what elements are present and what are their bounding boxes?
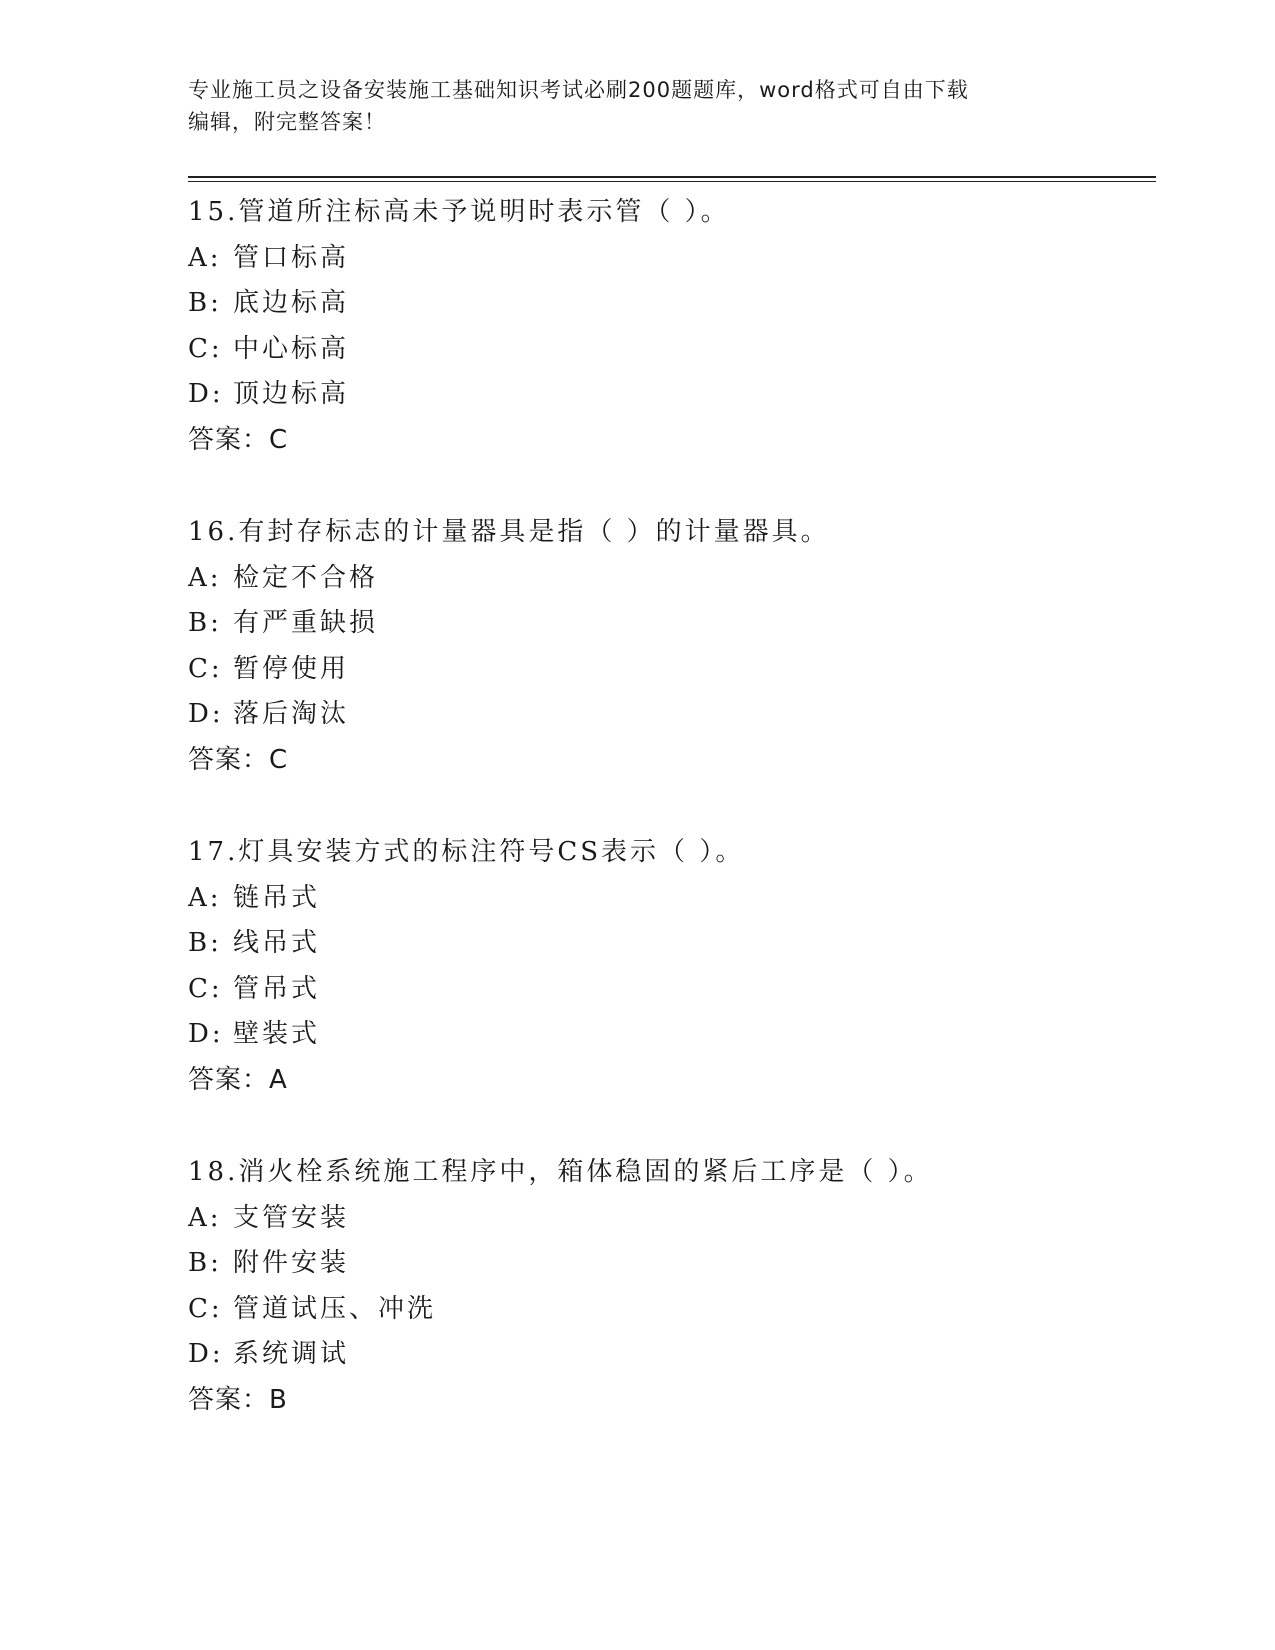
option-d bbox=[188, 1012, 1156, 1058]
question-18 bbox=[188, 1150, 1156, 1470]
question-16 bbox=[188, 510, 1156, 830]
answer: 答案：C bbox=[188, 744, 289, 775]
option-text: 管吊式 bbox=[233, 973, 321, 1004]
option-letter: C: bbox=[188, 973, 223, 1004]
question-stem: 15.管道所注标高未予说明时表示管（ ）。 bbox=[188, 197, 730, 227]
option-a bbox=[188, 556, 1156, 602]
option-text: 顶边标高 bbox=[233, 379, 350, 410]
answer: 答案：A bbox=[188, 1064, 288, 1095]
option-a bbox=[188, 1196, 1156, 1242]
option-c bbox=[188, 1287, 1156, 1333]
option-text: 壁装式 bbox=[233, 1019, 321, 1050]
option-d bbox=[188, 692, 1156, 738]
option-letter: D: bbox=[188, 699, 224, 730]
header-line-2: 编辑，附完整答案！ bbox=[188, 110, 386, 134]
option-c bbox=[188, 967, 1156, 1013]
document-header bbox=[188, 74, 1088, 138]
option-a bbox=[188, 236, 1156, 282]
option-b bbox=[188, 1241, 1156, 1287]
answer: 答案：B bbox=[188, 1384, 288, 1415]
option-letter: A: bbox=[188, 1202, 222, 1233]
option-letter: D: bbox=[188, 1019, 224, 1050]
option-text: 管道试压、冲洗 bbox=[233, 1293, 437, 1324]
option-text: 中心标高 bbox=[233, 333, 350, 364]
option-d bbox=[188, 372, 1156, 418]
header-line-1: 专业施工员之设备安装施工基础知识考试必刷200题题库，word格式可自由下载 bbox=[188, 78, 969, 102]
header-divider-bottom bbox=[188, 181, 1156, 182]
option-text: 底边标高 bbox=[233, 288, 350, 319]
option-letter: C: bbox=[188, 653, 223, 684]
option-b bbox=[188, 921, 1156, 967]
option-letter: C: bbox=[188, 333, 223, 364]
question-stem: 16.有封存标志的计量器具是指（ ）的计量器具。 bbox=[188, 517, 830, 547]
question-17 bbox=[188, 830, 1156, 1150]
option-d bbox=[188, 1332, 1156, 1378]
option-letter: B: bbox=[188, 288, 222, 319]
header-divider-top bbox=[188, 176, 1156, 178]
question-stem: 17.灯具安装方式的标注符号CS表示（ ）。 bbox=[188, 837, 745, 867]
option-letter: A: bbox=[188, 562, 222, 593]
option-letter: D: bbox=[188, 1339, 224, 1370]
option-text: 有严重缺损 bbox=[233, 608, 379, 639]
question-15 bbox=[188, 190, 1156, 510]
option-letter: C: bbox=[188, 1293, 223, 1324]
option-a bbox=[188, 876, 1156, 922]
answer: 答案：C bbox=[188, 424, 289, 455]
option-text: 链吊式 bbox=[233, 882, 321, 913]
option-text: 管口标高 bbox=[233, 242, 350, 273]
option-letter: B: bbox=[188, 928, 222, 959]
option-letter: B: bbox=[188, 1248, 222, 1279]
option-c bbox=[188, 327, 1156, 373]
option-text: 落后淘汰 bbox=[233, 699, 350, 730]
option-text: 附件安装 bbox=[233, 1248, 350, 1279]
option-c bbox=[188, 647, 1156, 693]
option-text: 检定不合格 bbox=[233, 562, 379, 593]
option-letter: A: bbox=[188, 882, 222, 913]
option-b bbox=[188, 601, 1156, 647]
option-text: 暂停使用 bbox=[233, 653, 350, 684]
option-text: 支管安装 bbox=[233, 1202, 350, 1233]
option-letter: D: bbox=[188, 379, 224, 410]
question-list bbox=[188, 190, 1156, 1470]
option-letter: B: bbox=[188, 608, 222, 639]
question-stem: 18.消火栓系统施工程序中，箱体稳固的紧后工序是（ ）。 bbox=[188, 1157, 933, 1187]
option-letter: A: bbox=[188, 242, 222, 273]
option-b bbox=[188, 281, 1156, 327]
option-text: 系统调试 bbox=[233, 1339, 350, 1370]
option-text: 线吊式 bbox=[233, 928, 321, 959]
